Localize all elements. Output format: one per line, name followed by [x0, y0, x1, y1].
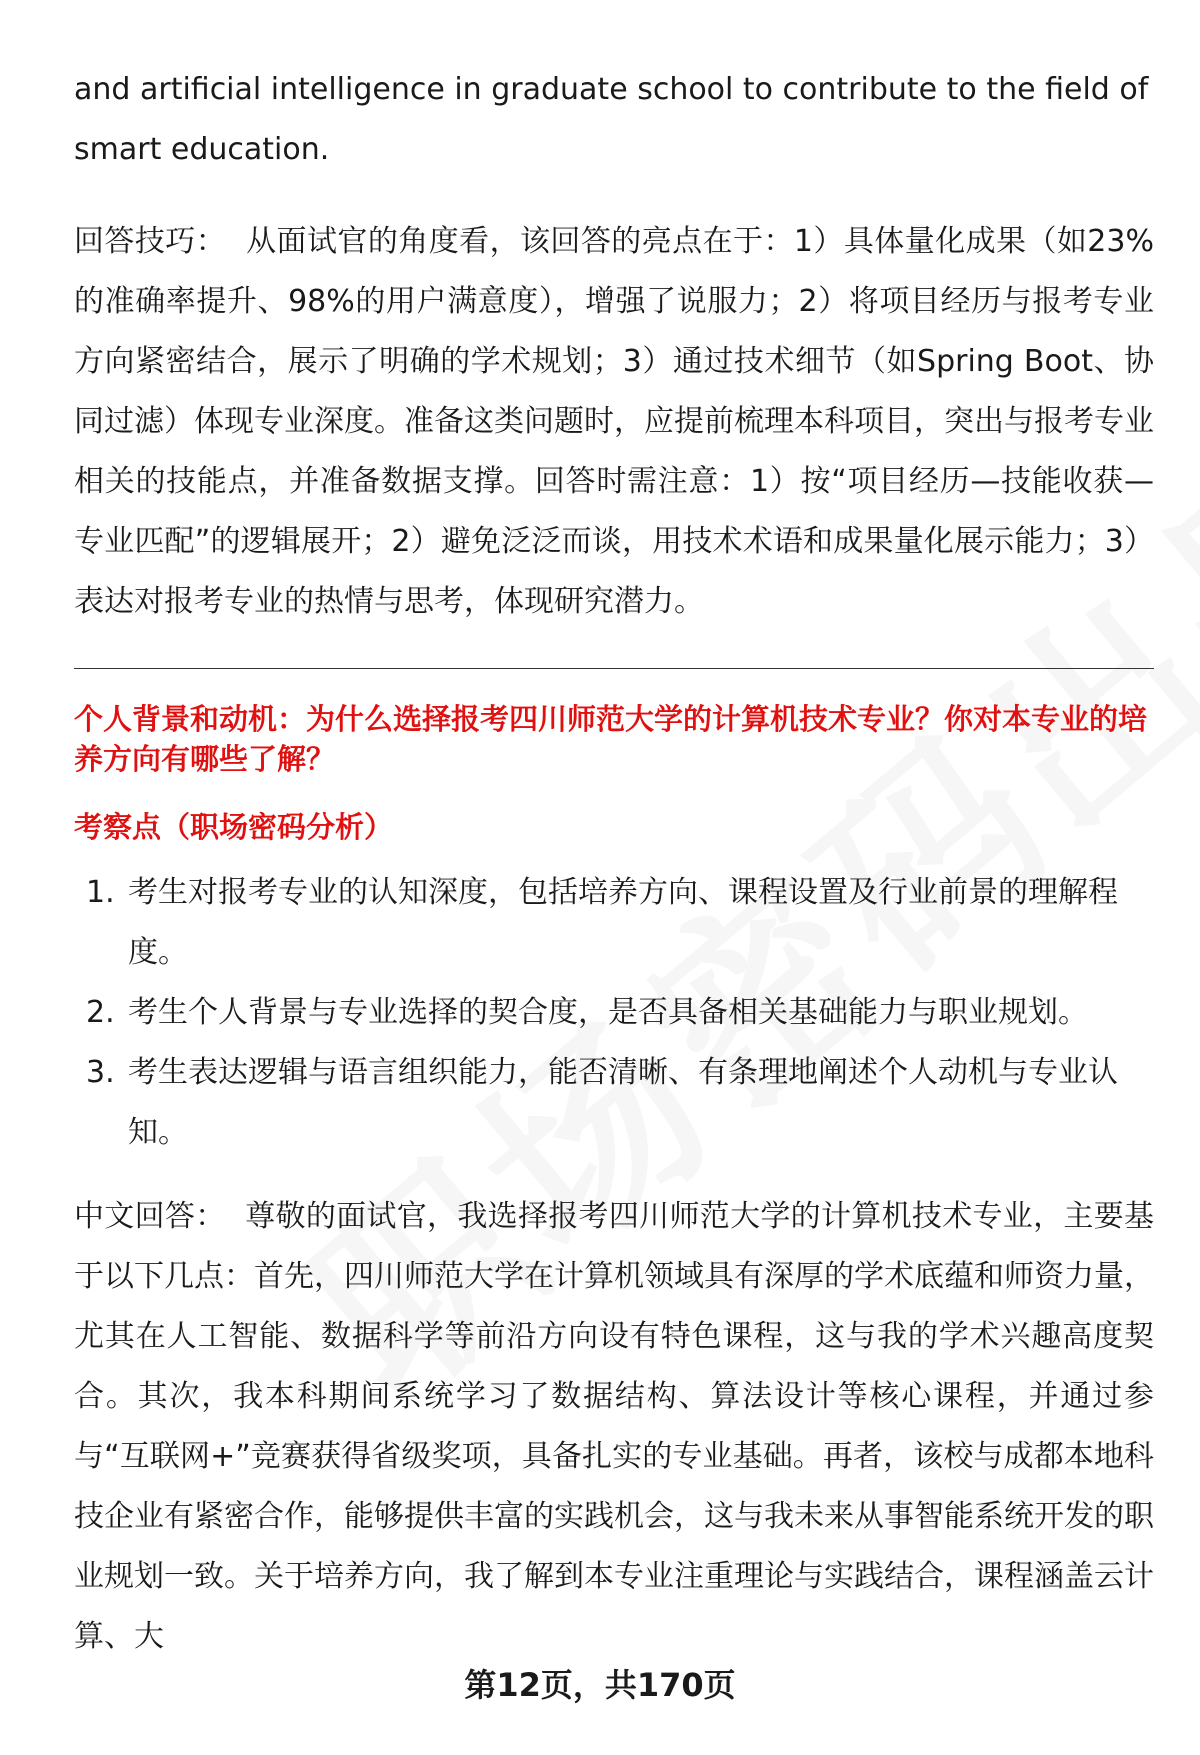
answer-label: 中文回答：	[74, 1199, 226, 1234]
list-item-text: 考生对报考专业的认知深度，包括培养方向、课程设置及行业前景的理解程度。	[128, 875, 1118, 970]
intro-paragraph: and artificial intelligence in graduate school to contribute to the field of smart education.	[74, 72, 1149, 167]
list-item-text: 考生个人背景与专业选择的契合度，是否具备相关基础能力与职业规划。	[128, 995, 1088, 1030]
section-divider	[74, 668, 1154, 669]
answer-paragraph	[74, 1187, 1154, 1667]
list-item-number: 2.	[86, 995, 115, 1030]
list-item	[74, 983, 1154, 1043]
tips-paragraph	[74, 212, 1154, 632]
list-item	[74, 1043, 1154, 1163]
exam-points-list	[74, 863, 1154, 1163]
page-number-footer: 第12页，共170页	[464, 1666, 736, 1704]
tips-text: 从面试官的角度看，该回答的亮点在于：1）具体量化成果（如23%的准确率提升、98%的用户满意度），增强了说服力；2）将项目经历与报考专业方向紧密结合，展示了明确的学术规划；3）通过技术细节（如Spring Boot、协同过滤）体现专业深度。准备这类问题时，应提前梳理本科项目，突出与报考专业相关的技能点，并准备数据支撑。回答时需注意：1）按“项目经历—技能收获—专业匹配”的逻辑展开；2）避免泛泛而谈，用技术术语和成果量化展示能力；3）表达对报考专业的热情与思考，体现研究潜力。	[74, 224, 1154, 619]
list-item-number: 3.	[86, 1055, 115, 1090]
list-item-text: 考生表达逻辑与语言组织能力，能否清晰、有条理地阐述个人动机与专业认知。	[128, 1055, 1118, 1150]
list-item-number: 1.	[86, 875, 115, 910]
document-page	[74, 60, 1154, 1667]
question-title: 个人背景和动机：为什么选择报考四川师范大学的计算机技术专业？你对本专业的培养方向有哪些了解？	[74, 702, 1148, 776]
list-item	[74, 863, 1154, 983]
answer-text: 尊敬的面试官，我选择报考四川师范大学的计算机技术专业，主要基于以下几点：首先，四川师范大学在计算机领域具有深厚的学术底蕴和师资力量，尤其在人工智能、数据科学等前沿方向设有特色课程，这与我的学术兴趣高度契合。其次，我本科期间系统学习了数据结构、算法设计等核心课程，并通过参与“互联网+”竞赛获得省级奖项，具备扎实的专业基础。再者，该校与成都本地科技企业有紧密合作，能够提供丰富的实践机会，这与我未来从事智能系统开发的职业规划一致。关于培养方向，我了解到本专业注重理论与实践结合，课程涵盖云计算、大	[74, 1199, 1155, 1654]
tips-label: 回答技巧：	[74, 224, 227, 259]
exam-points-heading: 考察点（职场密码分析）	[74, 810, 394, 844]
